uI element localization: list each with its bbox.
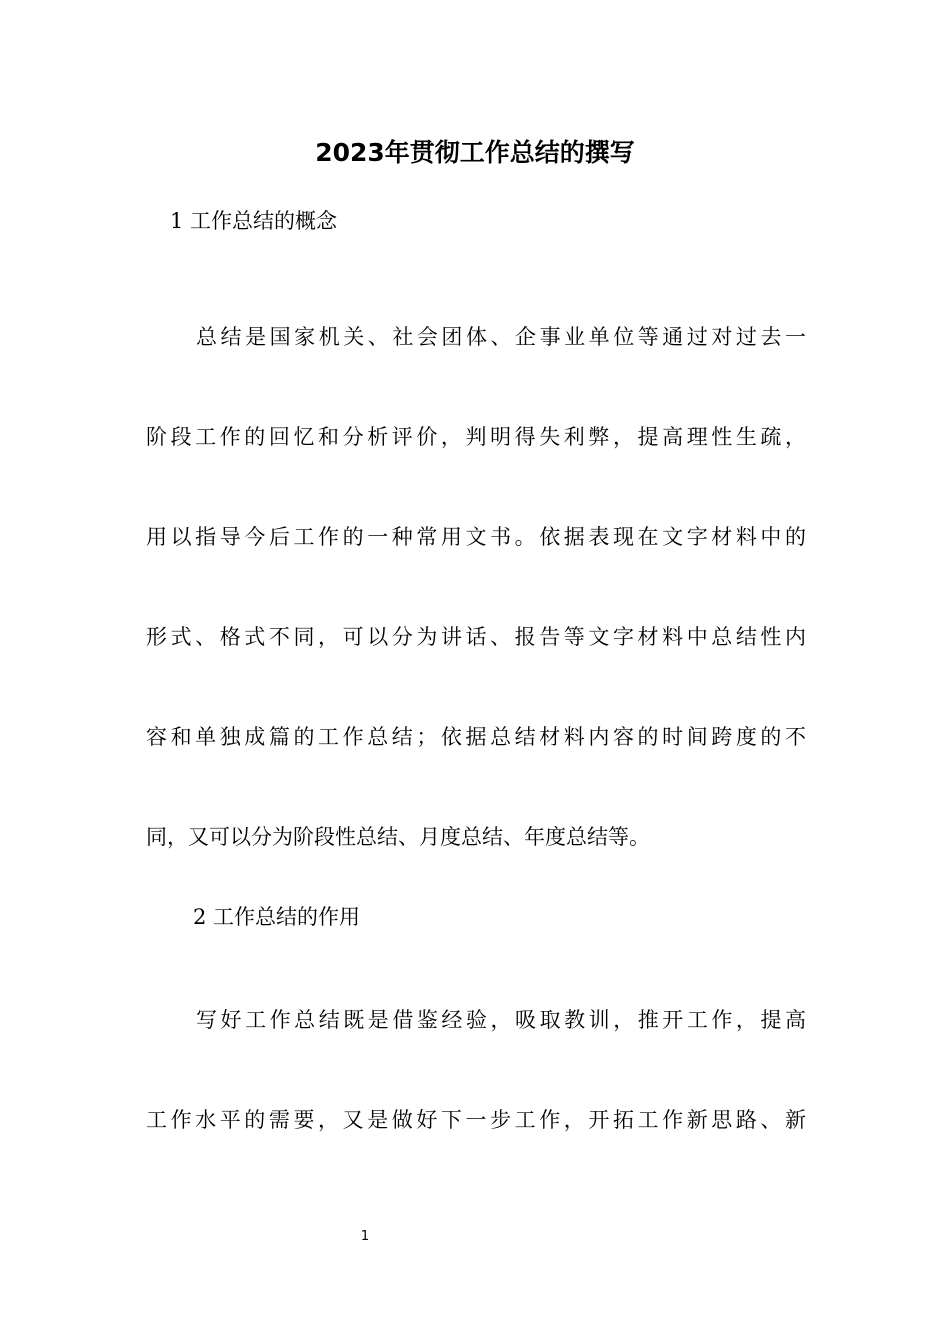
paragraph-line: 同，又可以分为阶段性总结、月度总结、年度总结等。 bbox=[146, 825, 650, 849]
page-number: 1 bbox=[360, 1229, 370, 1244]
paragraph-line: 总结是国家机关、社会团体、企事业单位等通过对过去一 bbox=[196, 325, 806, 349]
paragraph-line: 形式、格式不同，可以分为讲话、报告等文字材料中总结性内 bbox=[146, 625, 806, 649]
section-heading-role: 2 工作总结的作用 bbox=[193, 905, 361, 929]
paragraph-line: 工作水平的需要，又是做好下一步工作，开拓工作新思路、新 bbox=[146, 1108, 806, 1132]
paragraph-line: 阶段工作的回忆和分析评价，判明得失利弊，提高理性生疏， bbox=[146, 425, 806, 449]
paragraph-role bbox=[146, 1005, 806, 1205]
paragraph-line: 写好工作总结既是借鉴经验，吸取教训，推开工作，提高 bbox=[196, 1008, 806, 1032]
paragraph-line: 容和单独成篇的工作总结；依据总结材料内容的时间跨度的不 bbox=[146, 725, 806, 749]
document-title: 2023年贯彻工作总结的撰写 bbox=[315, 138, 635, 167]
paragraph-concept bbox=[146, 322, 806, 922]
paragraph-line: 用以指导今后工作的一种常用文书。依据表现在文字材料中的 bbox=[146, 525, 806, 549]
section-heading-concept: 1 工作总结的概念 bbox=[170, 209, 338, 233]
